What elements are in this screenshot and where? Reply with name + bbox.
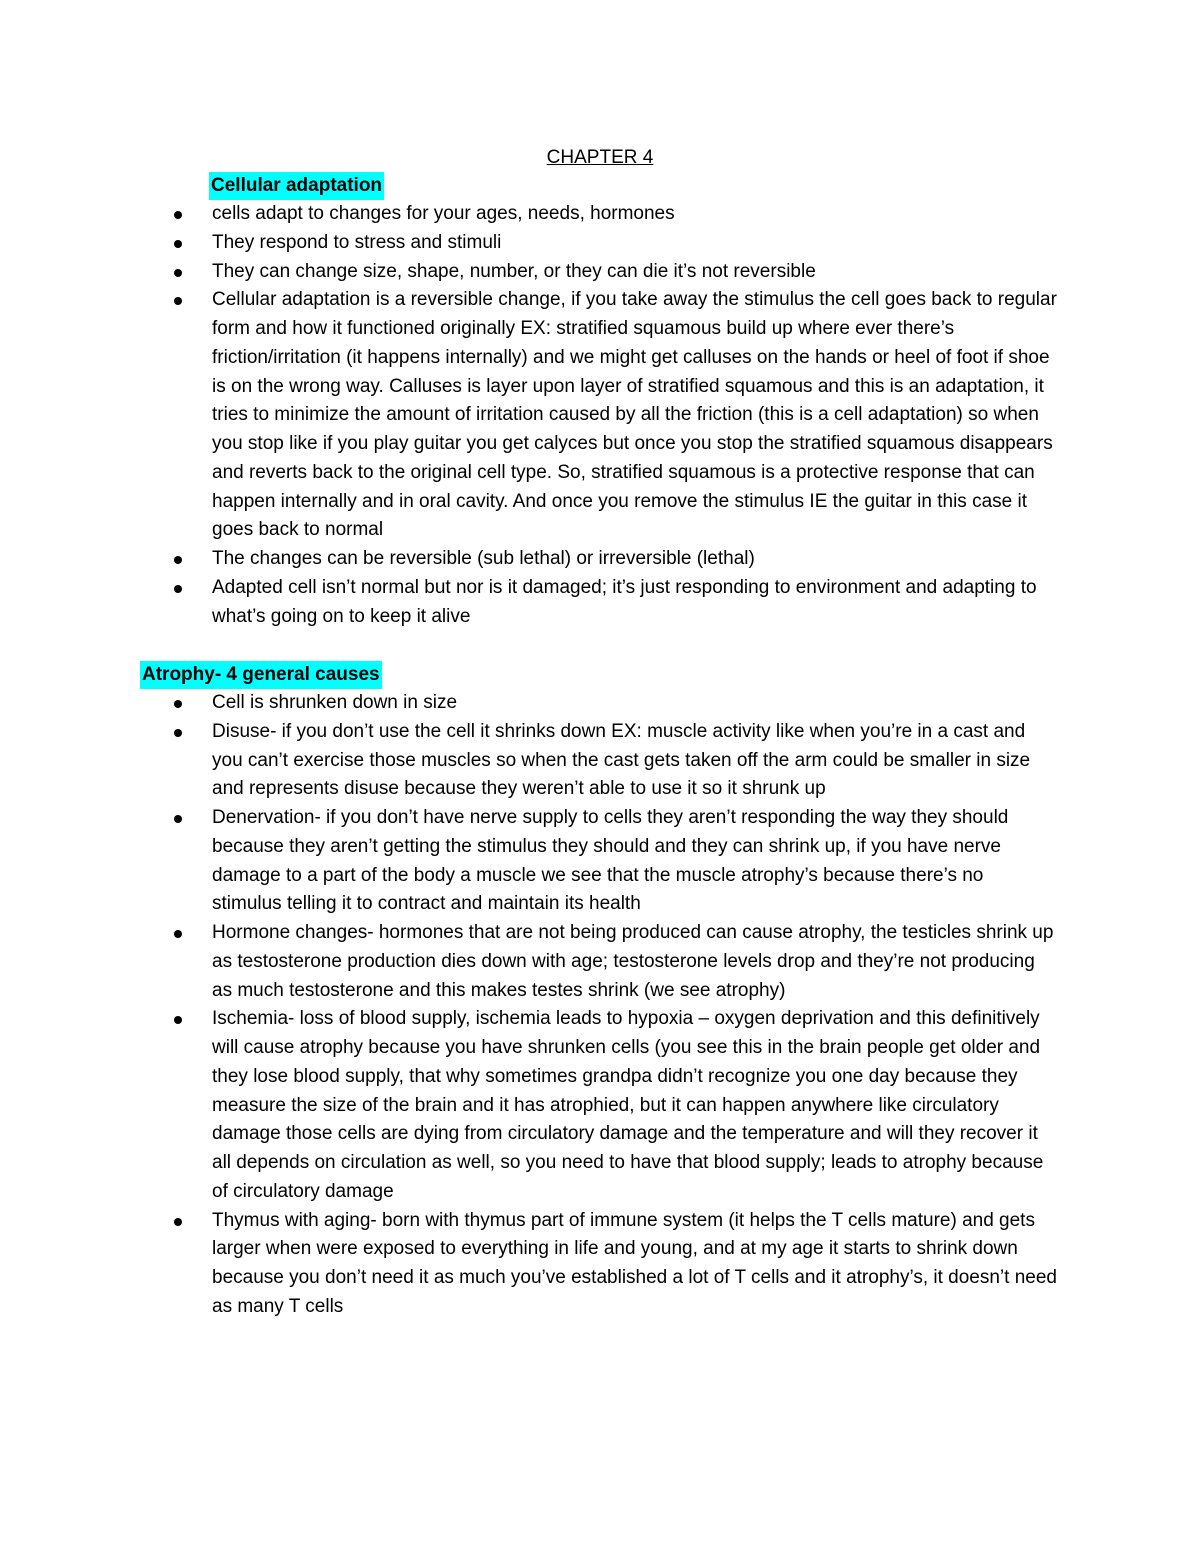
list-item bbox=[0, 229, 1057, 258]
list-item bbox=[0, 545, 1057, 574]
list-item bbox=[0, 258, 1057, 287]
list-item bbox=[0, 718, 1057, 804]
list-item-text: The changes can be reversible (sub lethal) or irreversible (lethal) bbox=[212, 548, 755, 569]
list-item-text: Ischemia- loss of blood supply, ischemia leads to hypoxia – oxygen deprivation and this definitively will cause atrophy because you have shrunken cells (you see this in the brain people get older and they lose blood supply, that why sometimes grandpa didn’t recognize you one day because they measure the size of the brain and it has atrophied, but it can happen anywhere like circulatory damage those cells are dying from circulatory damage and the temperature and will they recover it all depends on circulation as well, so you need to have that blood supply; leads to atrophy because of circulatory damage bbox=[212, 1008, 1044, 1202]
list-item bbox=[0, 574, 1057, 632]
list-item bbox=[0, 200, 1057, 229]
list-item-text: Thymus with aging- born with thymus part of immune system (it helps the T cells mature) and gets larger when were exposed to everything in life and young, and at my age it starts to shrink down because you don’t need it as much you’ve established a lot of T cells and it atrophy’s, it doesn’t need as many T cells bbox=[212, 1209, 1057, 1317]
list-item-text: Adapted cell isn’t normal but nor is it damaged; it’s just responding to environment and adapting to what’s going on to keep it alive bbox=[212, 576, 1037, 627]
list-item-text: They respond to stress and stimuli bbox=[212, 231, 502, 253]
list-item bbox=[0, 1207, 1057, 1322]
bullet-icon bbox=[174, 585, 182, 593]
list-item bbox=[0, 804, 1057, 919]
list-item bbox=[0, 286, 1057, 545]
section-heading-atrophy: Atrophy- 4 general causes bbox=[140, 661, 382, 689]
list-item bbox=[0, 919, 1057, 1005]
atrophy-list bbox=[0, 689, 1057, 1322]
list-item-text: Disuse- if you don’t use the cell it shrinks down EX: muscle activity like when you’re in a cast and you can’t exercise those muscles so when the cast gets taken off the arm could be smaller in size and represents disuse because they weren’t able to use it so it shrunk up bbox=[212, 720, 1031, 800]
bullet-icon bbox=[174, 297, 182, 305]
bullet-icon bbox=[174, 1218, 182, 1226]
bullet-icon bbox=[174, 729, 182, 737]
list-item-text: Cellular adaptation is a reversible change, if you take away the stimulus the cell goes back to regular form and how it functioned originally EX: stratified squamous build up where ever there’s friction/irritation (it happens internally) and we might get calluses on the hands or heel of foot if shoe is on the wrong way. Calluses is layer upon layer of stratified squamous and this is an adaptation, it tries to minimize the amount of irritation caused by all the friction (this is a cell adaptation) so when you stop like if you play guitar you get calyces but once you stop the stratified squamous disappears and reverts back to the original cell type. So, stratified squamous is a protective response that can happen internally and in oral cavity. And once you remove the stimulus IE the guitar in this case it goes back to normal bbox=[212, 289, 1057, 541]
list-item bbox=[0, 689, 1057, 718]
list-item-text: Cell is shrunken down in size bbox=[212, 692, 458, 713]
cellular-adaptation-list bbox=[0, 200, 1057, 631]
bullet-icon bbox=[174, 240, 182, 248]
list-item-text: They can change size, shape, number, or they can die it’s not reversible bbox=[212, 260, 816, 282]
bullet-icon bbox=[174, 815, 182, 823]
section-heading-cellular-adaptation: Cellular adaptation bbox=[209, 172, 384, 200]
bullet-icon bbox=[174, 556, 182, 564]
bullet-icon bbox=[174, 269, 182, 277]
chapter-title: CHAPTER 4 bbox=[546, 147, 654, 168]
bullet-icon bbox=[174, 211, 182, 219]
list-item-text: cells adapt to changes for your ages, needs, hormones bbox=[212, 203, 675, 224]
bullet-icon bbox=[174, 700, 182, 708]
bullet-icon bbox=[174, 1016, 182, 1024]
list-item-text: Hormone changes- hormones that are not being produced can cause atrophy, the testicles shrink up as testosterone production dies down with age; testosterone levels drop and they’re not producing as much testosterone and this makes testes shrink (we see atrophy) bbox=[212, 922, 1054, 1001]
list-item bbox=[0, 1005, 1057, 1206]
list-item-text: Denervation- if you don’t have nerve supply to cells they aren’t responding the way they should because they aren’t getting the stimulus they should and they can shrink up, if you have nerve damage to a part of the body a muscle we see that the muscle atrophy’s because there’s no stimulus telling it to contract and maintain its health bbox=[212, 807, 1009, 915]
bullet-icon bbox=[174, 930, 182, 938]
